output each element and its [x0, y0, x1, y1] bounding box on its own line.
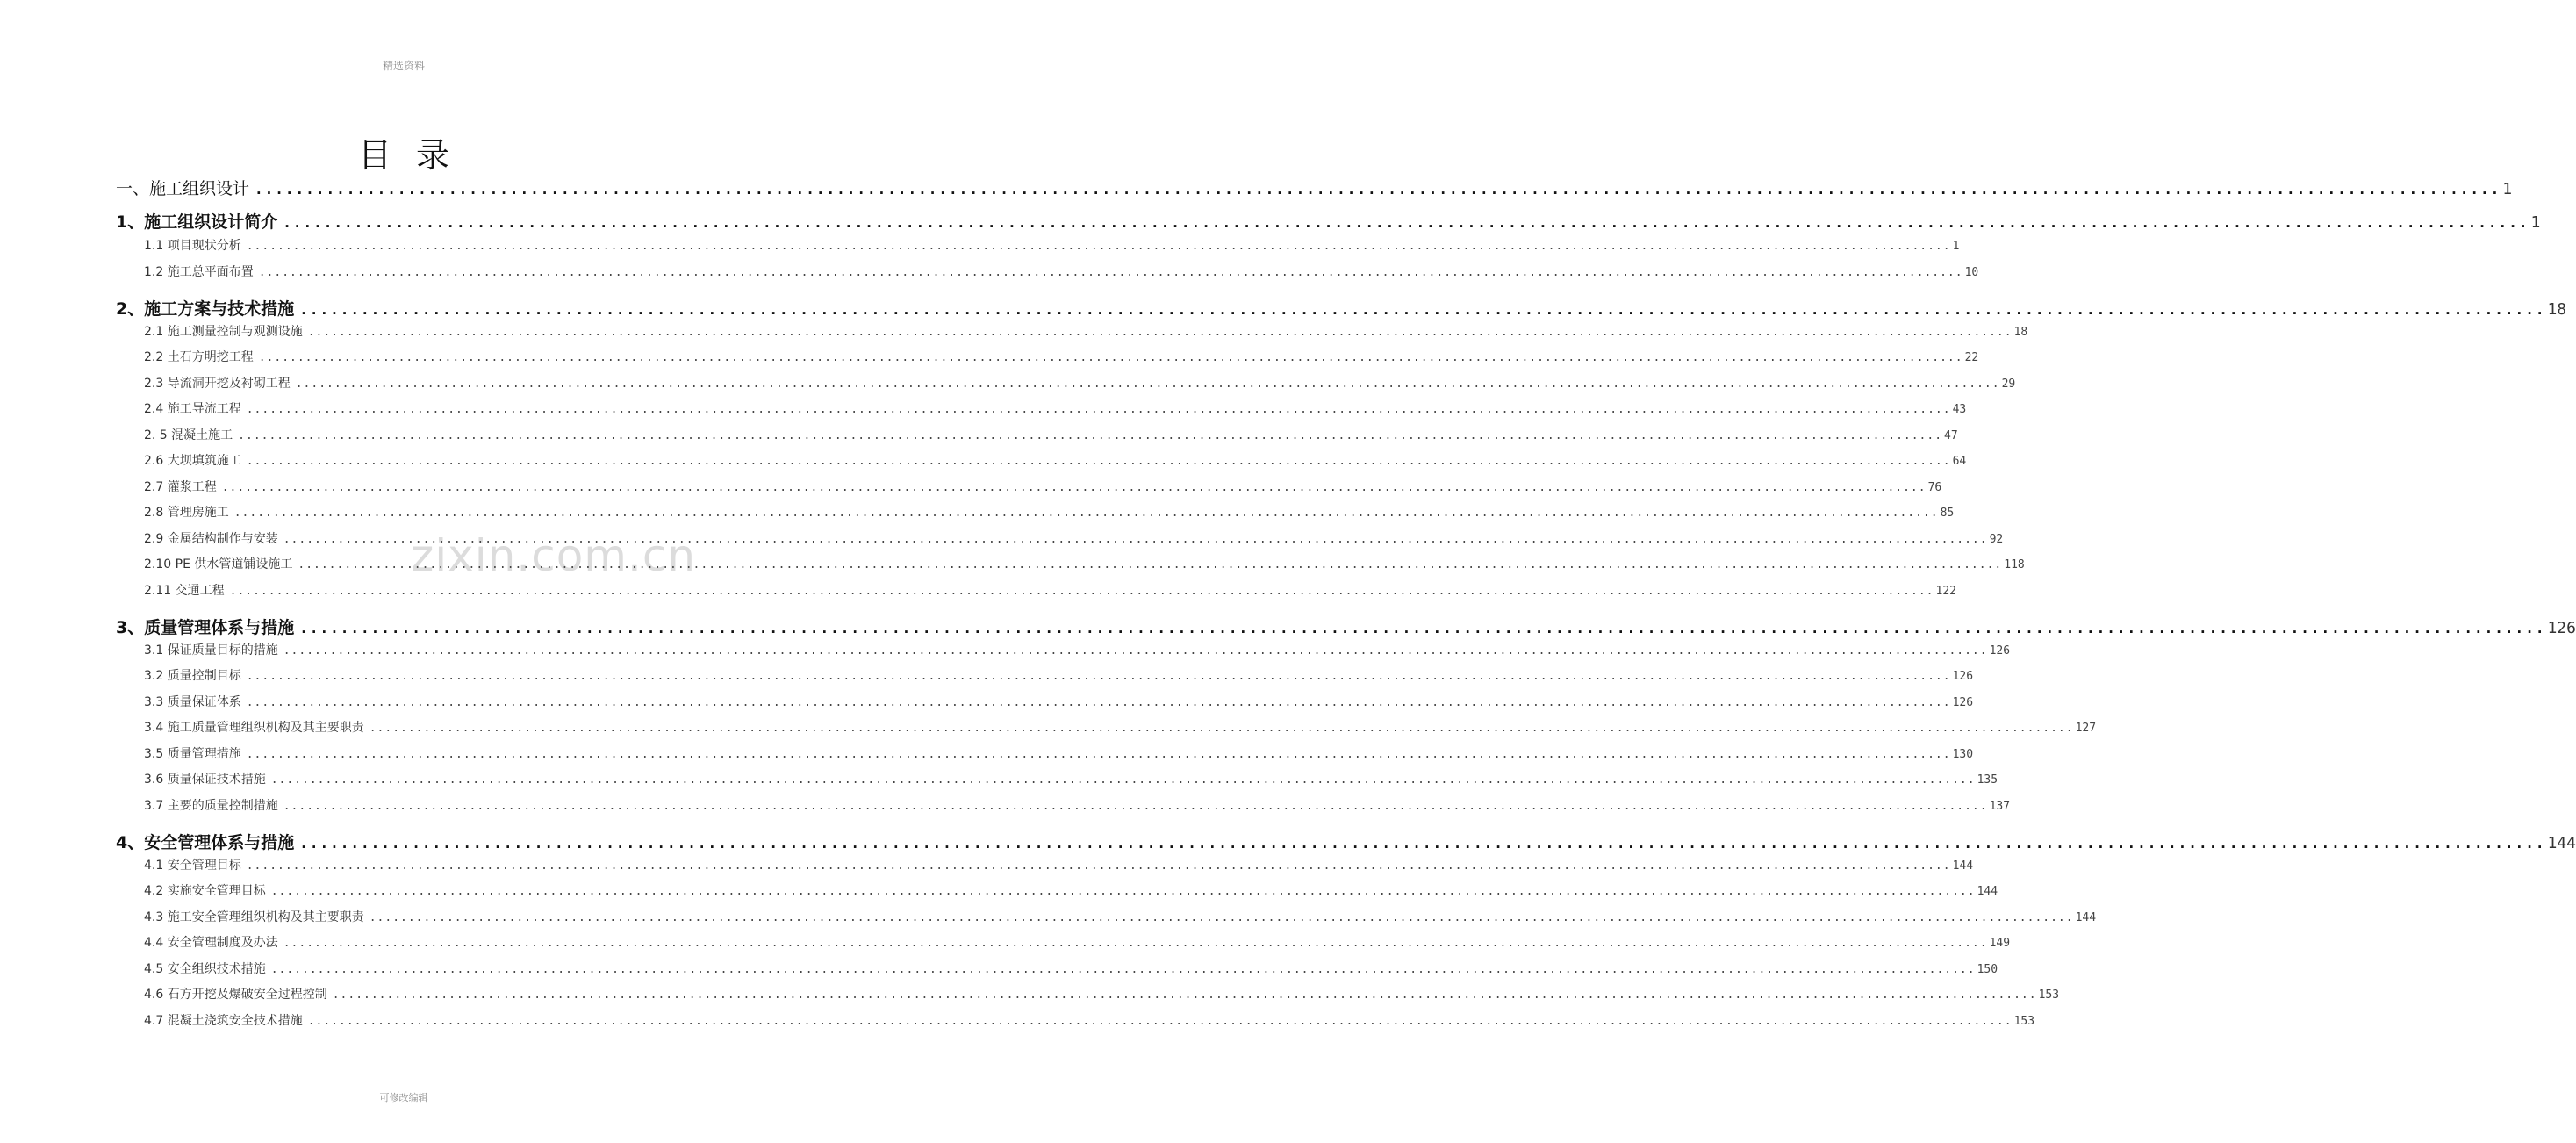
toc-entry-label: 3.1 保证质量目标的措施 [144, 643, 278, 658]
toc-dot-leader: ............................................................................................................................................................................................................................ [270, 885, 1976, 898]
toc-page-number: 18 [2013, 326, 2028, 339]
toc-entry-label: 2、施工方案与技术措施 [116, 299, 295, 319]
toc-dot-leader: ............................................................................................................................................................................................................................ [299, 620, 2546, 636]
toc-entry-label: 3.2 质量控制目标 [144, 669, 241, 683]
toc-section-entry[interactable] [144, 451, 1967, 469]
toc-dot-leader: ............................................................................................................................................................................................................................ [369, 911, 2074, 924]
toc-page-number: 29 [2001, 377, 2016, 391]
toc-entry-label: 1.1 项目现状分析 [144, 239, 241, 253]
toc-dot-leader: ............................................................................................................................................................................................................................ [238, 429, 1943, 442]
toc-page-number: 144 [1952, 859, 1974, 873]
toc-page-number: 149 [1989, 937, 2011, 950]
toc-page-number: 126 [1989, 644, 2011, 658]
toc-dot-leader: ............................................................................................................................................................................................................................ [283, 937, 1988, 950]
toc-dot-leader: ............................................................................................................................................................................................................................ [221, 481, 1927, 494]
toc-section-entry[interactable] [144, 985, 2060, 1003]
toc-entry-label: 3.3 质量保证体系 [144, 695, 241, 709]
toc-dot-leader: ............................................................................................................................................................................................................................ [246, 859, 1951, 873]
toc-section-entry[interactable] [144, 555, 2025, 572]
toc-page-number: 18 [2547, 300, 2567, 319]
toc-page-number: 137 [1989, 800, 2011, 813]
toc-dot-leader: ............................................................................................................................................................................................................................ [233, 507, 1939, 520]
toc-section-entry[interactable] [144, 796, 2011, 814]
toc-section-entry[interactable] [144, 1011, 2035, 1029]
toc-dot-leader: ............................................................................................................................................................................................................................ [246, 455, 1951, 468]
toc-page-number: 1 [2502, 180, 2513, 198]
toc-entry-label: 2.11 交通工程 [144, 584, 225, 598]
toc-section-entry[interactable] [144, 641, 2011, 658]
toc-entry-label: 3.5 质量管理措施 [144, 747, 241, 761]
toc-page-number: 1 [2530, 213, 2541, 232]
toc-section-entry[interactable] [144, 478, 1942, 495]
toc-section-entry[interactable] [144, 503, 1955, 521]
toc-chapter-entry[interactable] [116, 296, 2567, 320]
toc-dot-leader: ............................................................................................................................................................................................................................ [299, 835, 2546, 852]
toc-page-number: 76 [1927, 481, 1942, 494]
toc-entry-label: 3.6 质量保证技术措施 [144, 773, 266, 787]
toc-section-entry[interactable] [144, 374, 2016, 392]
toc-dot-leader: ............................................................................................................................................................................................................................ [246, 240, 1951, 253]
toc-page-number: 85 [1940, 507, 1955, 520]
toc-entry-label: 2.8 管理房施工 [144, 506, 229, 520]
toc-entry-label: 4.3 施工安全管理组织机构及其主要职责 [144, 910, 364, 924]
toc-page-number: 144 [1977, 885, 1998, 898]
toc-dot-leader: ............................................................................................................................................................................................................................ [283, 214, 2529, 231]
toc-entry-label: 4.7 混凝土浇筑安全技术措施 [144, 1014, 303, 1028]
toc-entry-label: 2.2 土石方明挖工程 [144, 350, 254, 364]
toc-dot-leader: ............................................................................................................................................................................................................................ [258, 266, 1963, 279]
toc-section-entry[interactable] [144, 933, 2011, 951]
toc-dot-leader: ............................................................................................................................................................................................................................ [270, 773, 1976, 787]
toc-dot-leader: ............................................................................................................................................................................................................................ [283, 533, 1988, 546]
toc-section-entry[interactable] [144, 236, 1960, 254]
toc-page-number: 122 [1935, 585, 1956, 598]
toc-entry-label: 2.3 导流洞开挖及衬砌工程 [144, 377, 291, 391]
page-footer-note: 可修改编辑 [379, 1092, 428, 1103]
toc-chapter-entry[interactable] [116, 615, 2576, 638]
toc-entry-label: 4.2 实施安全管理目标 [144, 884, 266, 898]
toc-section-entry[interactable] [144, 322, 2028, 340]
toc-dot-leader: ............................................................................................................................................................................................................................ [229, 585, 1934, 598]
toc-section-entry[interactable] [144, 693, 1974, 710]
toc-dot-leader: ............................................................................................................................................................................................................................ [246, 670, 1951, 683]
toc-section-entry[interactable] [144, 881, 1998, 899]
toc-chapter-entry[interactable] [116, 209, 2541, 233]
toc-section-entry[interactable] [144, 856, 1974, 873]
toc-dot-leader: ............................................................................................................................................................................................................................ [246, 748, 1951, 761]
toc-entry-label: 2. 5 混凝土施工 [144, 428, 233, 442]
toc-entry-label: 2.1 施工测量控制与观测设施 [144, 325, 303, 339]
toc-page-number: 144 [2075, 911, 2097, 924]
toc-dot-leader: ............................................................................................................................................................................................................................ [307, 326, 2013, 339]
toc-entry-label: 1.2 施工总平面布置 [144, 265, 254, 279]
toc-dot-leader: ............................................................................................................................................................................................................................ [295, 377, 2000, 391]
toc-entry-label: 3.4 施工质量管理组织机构及其主要职责 [144, 721, 364, 735]
toc-page-number: 150 [1977, 963, 1998, 976]
toc-page-number: 92 [1989, 533, 2004, 546]
toc-dot-leader: ............................................................................................................................................................................................................................ [246, 696, 1951, 709]
toc-entry-label: 1、施工组织设计简介 [116, 212, 278, 232]
toc-entry-label: 一、施工组织设计 [116, 179, 250, 198]
toc-entry-label: 3.7 主要的质量控制措施 [144, 799, 278, 813]
toc-dot-leader: ............................................................................................................................................................................................................................ [307, 1015, 2013, 1028]
toc-page-number: 127 [2075, 722, 2097, 735]
toc-section-entry[interactable] [144, 529, 2004, 547]
toc-page-number: 153 [2013, 1015, 2035, 1028]
toc-section-entry[interactable] [144, 399, 1967, 417]
toc-dot-leader: ............................................................................................................................................................................................................................ [270, 963, 1976, 976]
toc-page-number: 135 [1977, 773, 1998, 787]
toc-entry-label: 4.6 石方开挖及爆破安全过程控制 [144, 988, 327, 1002]
toc-page-number: 144 [2547, 834, 2576, 852]
toc-section-entry[interactable] [144, 348, 1979, 365]
toc-page-number: 64 [1952, 455, 1967, 468]
toc-page-number: 10 [1964, 266, 1979, 279]
toc-dot-leader: ............................................................................................................................................................................................................................ [246, 403, 1951, 416]
toc-section-entry[interactable] [144, 770, 1998, 787]
toc-page-number: 126 [1952, 670, 1974, 683]
toc-page-number: 47 [1944, 429, 1958, 442]
toc-chapter-entry[interactable] [116, 830, 2576, 853]
toc-entry-label: 2.10 PE 供水管道铺设施工 [144, 557, 293, 572]
toc-dot-leader: ............................................................................................................................................................................................................................ [299, 301, 2546, 318]
toc-chapter-entry[interactable] [116, 176, 2513, 199]
toc-dot-leader: ............................................................................................................................................................................................................................ [332, 988, 2037, 1002]
toc-entry-label: 2.4 施工导流工程 [144, 402, 241, 416]
toc-section-entry[interactable] [144, 666, 1974, 684]
toc-entry-label: 4.1 安全管理目标 [144, 859, 241, 873]
toc-section-entry[interactable] [144, 426, 1958, 443]
toc-section-entry[interactable] [144, 744, 1974, 762]
toc-dot-leader: ............................................................................................................................................................................................................................ [283, 800, 1988, 813]
toc-dot-leader: ............................................................................................................................................................................................................................ [369, 722, 2074, 735]
page-header-note: 精选资料 [382, 60, 425, 72]
toc-entry-label: 4.5 安全组织技术措施 [144, 962, 266, 976]
toc-section-entry[interactable] [144, 908, 2097, 925]
toc-page-number: 153 [2038, 988, 2060, 1002]
toc-entry-label: 2.6 大坝填筑施工 [144, 454, 241, 468]
toc-dot-leader: ............................................................................................................................................................................................................................ [283, 644, 1988, 658]
toc-entry-label: 4、安全管理体系与措施 [116, 833, 295, 852]
toc-title: 目录 [357, 136, 474, 175]
toc-entry-label: 2.9 金属结构制作与安装 [144, 532, 278, 546]
toc-section-entry[interactable] [144, 581, 1956, 599]
toc-section-entry[interactable] [144, 718, 2097, 736]
toc-section-entry[interactable] [144, 262, 1979, 280]
toc-entry-label: 3、质量管理体系与措施 [116, 618, 295, 637]
toc-page-number: 22 [1964, 351, 1979, 364]
toc-page-number: 1 [1952, 240, 1960, 253]
toc-dot-leader: ............................................................................................................................................................................................................................ [298, 558, 2003, 572]
toc-dot-leader: ............................................................................................................................................................................................................................ [258, 351, 1963, 364]
toc-dot-leader: ............................................................................................................................................................................................................................ [255, 181, 2501, 198]
watermark: zixin.com.cn [411, 530, 697, 581]
toc-page-number: 130 [1952, 748, 1974, 761]
toc-entry-label: 4.4 安全管理制度及办法 [144, 936, 278, 950]
toc-page-number: 126 [2547, 619, 2576, 637]
toc-section-entry[interactable] [144, 960, 1998, 977]
toc-page-number: 118 [2004, 558, 2025, 572]
toc-entry-label: 2.7 灌浆工程 [144, 480, 217, 494]
toc-page-number: 43 [1952, 403, 1967, 416]
toc-page-number: 126 [1952, 696, 1974, 709]
